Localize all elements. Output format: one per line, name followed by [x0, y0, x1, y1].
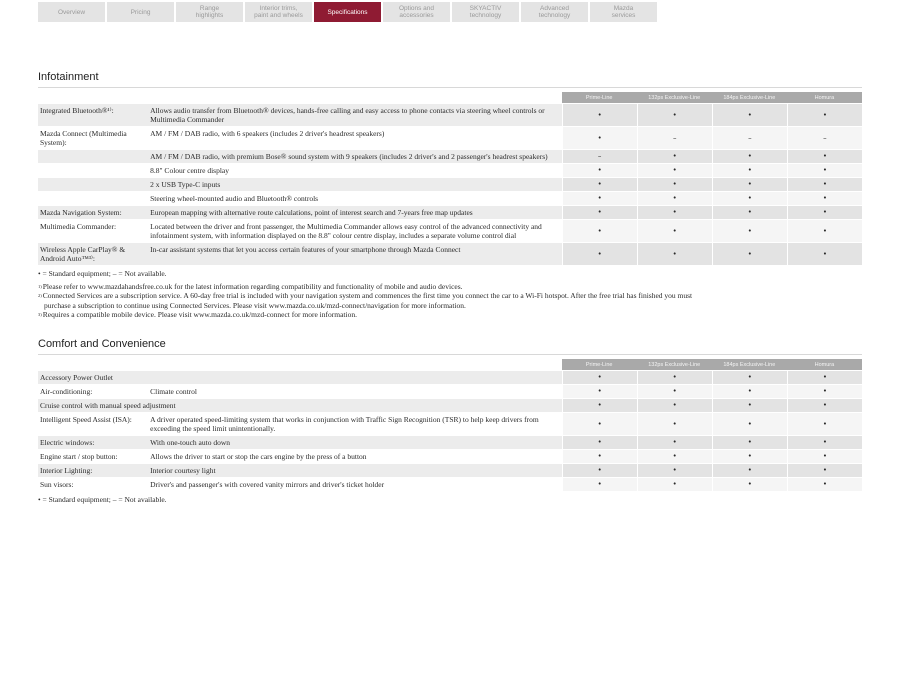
availability-mark: • — [787, 178, 862, 191]
availability-mark: • — [637, 464, 712, 477]
tab-range-highlights[interactable]: Range highlights — [176, 2, 243, 22]
comfort-notes — [38, 495, 862, 505]
feature-label: Interior Lighting: — [38, 464, 148, 477]
feature-description: Steering wheel-mounted audio and Bluetooth® controls — [148, 192, 562, 205]
comfort-table — [38, 358, 862, 492]
feature-description: 2 x USB Type-C inputs — [148, 178, 562, 191]
availability-mark: • — [787, 164, 862, 177]
availability-mark: • — [637, 104, 712, 126]
feature-label: Mazda Navigation System: — [38, 206, 148, 219]
table-row — [38, 243, 862, 265]
footnote-text: purchase a subscription to continue using Connected Services. Please visit www.mazda.co.uk/mzd-connect/navigation for more information. — [44, 300, 466, 310]
availability-mark: • — [712, 478, 787, 491]
availability-mark: – — [787, 127, 862, 149]
footnote-number: 2) — [38, 293, 42, 298]
availability-mark: • — [637, 436, 712, 449]
table-row — [38, 104, 862, 126]
feature-description: AM / FM / DAB radio, with 6 speakers (includes 2 driver's headrest speakers) — [148, 127, 562, 149]
tab-options-accessories[interactable]: Options and accessories — [383, 2, 450, 22]
feature-label — [38, 150, 148, 163]
table-row — [38, 450, 862, 463]
feature-label: Air-conditioning: — [38, 385, 148, 398]
availability-mark: • — [637, 178, 712, 191]
feature-label: Wireless Apple CarPlay® & Android Auto™³⁾: — [38, 243, 148, 265]
header-blank — [38, 359, 148, 370]
availability-mark: • — [562, 436, 637, 449]
availability-mark: • — [787, 220, 862, 242]
feature-description: 8.8" Colour centre display — [148, 164, 562, 177]
legend-text: • = Standard equipment; – = Not available. — [38, 269, 167, 278]
feature-description: AM / FM / DAB radio, with premium Bose® sound system with 9 speakers (includes 2 driver's and 2 passenger's headrest speakers) — [148, 150, 562, 163]
availability-mark: • — [562, 371, 637, 384]
table-row — [38, 127, 862, 149]
table-row — [38, 464, 862, 477]
availability-mark: – — [712, 127, 787, 149]
table-row — [38, 164, 862, 177]
availability-mark: • — [637, 371, 712, 384]
trim-header: Prime-Line — [562, 359, 637, 370]
tab-pricing[interactable]: Pricing — [107, 2, 174, 22]
footnote-text: Connected Services are a subscription service. A 60-day free trial is included with your navigation system and commences the first time you connect the car to a Wi-Fi hotspot. After the free trial has finished you must — [42, 291, 693, 300]
infotainment-table — [38, 91, 862, 266]
trim-header: Prime-Line — [562, 92, 637, 103]
availability-mark: • — [562, 243, 637, 265]
availability-mark: • — [562, 164, 637, 177]
feature-label: Engine start / stop button: — [38, 450, 148, 463]
feature-label: Accessory Power Outlet — [38, 371, 148, 384]
header-blank — [38, 92, 148, 103]
feature-description — [148, 371, 562, 384]
footnote-text: Please refer to www.mazdahandsfree.co.uk for the latest information regarding compatibility and functionality of mobile and audio devices. — [42, 281, 463, 291]
tab-interior-trims[interactable]: Interior trims, paint and wheels — [245, 2, 312, 22]
section-nav — [38, 2, 657, 22]
tab-specifications[interactable]: Specifications — [314, 2, 381, 22]
trim-header: 184ps Exclusive-Line — [712, 92, 787, 103]
availability-mark: • — [787, 150, 862, 163]
availability-mark: • — [562, 450, 637, 463]
footnote-number: 1) — [38, 283, 42, 289]
availability-mark: • — [637, 150, 712, 163]
availability-mark: • — [787, 243, 862, 265]
tab-skyactiv-technology[interactable]: SKYACTIV technology — [452, 2, 519, 22]
table-row — [38, 399, 862, 412]
availability-mark: • — [712, 178, 787, 191]
feature-label: Integrated Bluetooth®¹⁾: — [38, 104, 148, 126]
trim-header: Homura — [787, 359, 862, 370]
availability-mark: • — [637, 243, 712, 265]
feature-label — [38, 178, 148, 191]
availability-mark: • — [562, 192, 637, 205]
feature-description: Located between the driver and front passenger, the Multimedia Commander allows easy control of the advanced connectivity and infotainment system, with information displayed on the 8.8" colour centre display, includes a separate volume control dial — [148, 220, 562, 242]
table-row — [38, 478, 862, 491]
availability-mark: • — [787, 192, 862, 205]
availability-mark: • — [562, 385, 637, 398]
feature-label: Intelligent Speed Assist (ISA): — [38, 413, 148, 435]
trim-header: 132ps Exclusive-Line — [637, 92, 712, 103]
availability-mark: • — [562, 413, 637, 435]
availability-mark: • — [562, 399, 637, 412]
feature-description: European mapping with alternative route calculations, point of interest search and 7-years free map updates — [148, 206, 562, 219]
footnote-text: Requires a compatible mobile device. Please visit www.mazda.co.uk/mzd-connect for more information. — [42, 310, 357, 319]
availability-mark: • — [787, 104, 862, 126]
availability-mark: • — [637, 206, 712, 219]
availability-mark: • — [562, 478, 637, 491]
availability-mark: • — [712, 206, 787, 219]
footnote — [38, 310, 862, 320]
divider — [38, 87, 862, 88]
availability-mark: • — [787, 206, 862, 219]
availability-mark: • — [787, 413, 862, 435]
feature-label: Cruise control with manual speed adjustment — [38, 399, 562, 412]
availability-mark: • — [787, 450, 862, 463]
trim-header: 184ps Exclusive-Line — [712, 359, 787, 370]
footnotes — [38, 282, 862, 320]
feature-label: Electric windows: — [38, 436, 148, 449]
availability-mark: • — [787, 464, 862, 477]
availability-mark: • — [712, 192, 787, 205]
table-row — [38, 206, 862, 219]
header-blank — [148, 92, 562, 103]
table-row — [38, 413, 862, 435]
availability-mark: • — [712, 243, 787, 265]
table-row — [38, 192, 862, 205]
trim-header: Homura — [787, 92, 862, 103]
availability-mark: • — [562, 178, 637, 191]
availability-mark: • — [562, 206, 637, 219]
availability-mark: • — [787, 436, 862, 449]
section-title: Comfort and Convenience — [38, 338, 166, 350]
availability-mark: • — [637, 164, 712, 177]
table-row — [38, 385, 862, 398]
feature-label: Mazda Connect (Multimedia System): — [38, 127, 148, 149]
availability-mark: • — [712, 413, 787, 435]
availability-mark: • — [562, 104, 637, 126]
trim-header: 132ps Exclusive-Line — [637, 359, 712, 370]
availability-mark: • — [637, 478, 712, 491]
availability-mark: • — [712, 450, 787, 463]
table-row — [38, 178, 862, 191]
availability-mark: • — [787, 478, 862, 491]
availability-mark: • — [562, 464, 637, 477]
availability-mark: • — [637, 413, 712, 435]
availability-mark: • — [712, 164, 787, 177]
section-title: Infotainment — [38, 71, 99, 83]
availability-mark: • — [562, 127, 637, 149]
feature-description: Interior courtesy light — [148, 464, 562, 477]
feature-description: Climate control — [148, 385, 562, 398]
table-row — [38, 220, 862, 242]
feature-description: Allows the driver to start or stop the cars engine by the press of a button — [148, 450, 562, 463]
infotainment-section — [38, 71, 862, 320]
feature-description: In-car assistant systems that let you access certain features of your smartphone through Mazda Connect — [148, 243, 562, 265]
divider — [38, 354, 862, 355]
footnote — [38, 282, 862, 292]
availability-mark: • — [637, 450, 712, 463]
feature-label: Multimedia Commander: — [38, 220, 148, 242]
availability-mark: – — [562, 150, 637, 163]
tab-mazda-services[interactable]: Mazda services — [590, 2, 657, 22]
feature-description: Driver's and passenger's with covered vanity mirrors and driver's ticket holder — [148, 478, 562, 491]
feature-label — [38, 192, 148, 205]
table-row — [38, 371, 862, 384]
availability-mark: • — [637, 192, 712, 205]
header-blank — [148, 359, 562, 370]
legend-text: • = Standard equipment; – = Not available. — [38, 495, 167, 504]
footnote-number: 3) — [38, 312, 42, 317]
availability-mark: • — [787, 371, 862, 384]
availability-mark: • — [787, 385, 862, 398]
availability-mark: • — [712, 436, 787, 449]
availability-mark: • — [637, 399, 712, 412]
tab-advanced-technology[interactable]: Advanced technology — [521, 2, 588, 22]
feature-label: Sun visors: — [38, 478, 148, 491]
availability-mark: • — [637, 220, 712, 242]
infotainment-rows — [38, 104, 862, 265]
comfort-rows — [38, 371, 862, 491]
availability-mark: • — [712, 104, 787, 126]
availability-mark: • — [637, 385, 712, 398]
table-header-row — [38, 359, 862, 370]
table-row — [38, 436, 862, 449]
feature-description: Allows audio transfer from Bluetooth® devices, hands-free calling and easy access to phone contacts via steering wheel controls or Multimedia Commander — [148, 104, 562, 126]
availability-mark: • — [712, 220, 787, 242]
feature-description: A driver operated speed-limiting system that works in conjunction with Traffic Sign Recognition (TSR) to help keep drivers from exceeding the speed limit unintentionally. — [148, 413, 562, 435]
availability-mark: • — [787, 399, 862, 412]
table-row — [38, 150, 862, 163]
availability-mark: • — [712, 150, 787, 163]
availability-mark: • — [562, 220, 637, 242]
footnote — [38, 301, 862, 311]
availability-mark: • — [712, 399, 787, 412]
availability-mark: • — [712, 371, 787, 384]
availability-mark: • — [712, 385, 787, 398]
tab-overview[interactable]: Overview — [38, 2, 105, 22]
feature-description: With one-touch auto down — [148, 436, 562, 449]
infotainment-notes — [38, 269, 862, 320]
comfort-section — [38, 338, 862, 505]
availability-mark: – — [637, 127, 712, 149]
availability-mark: • — [712, 464, 787, 477]
table-header-row — [38, 92, 862, 103]
footnote — [38, 291, 862, 301]
feature-label — [38, 164, 148, 177]
